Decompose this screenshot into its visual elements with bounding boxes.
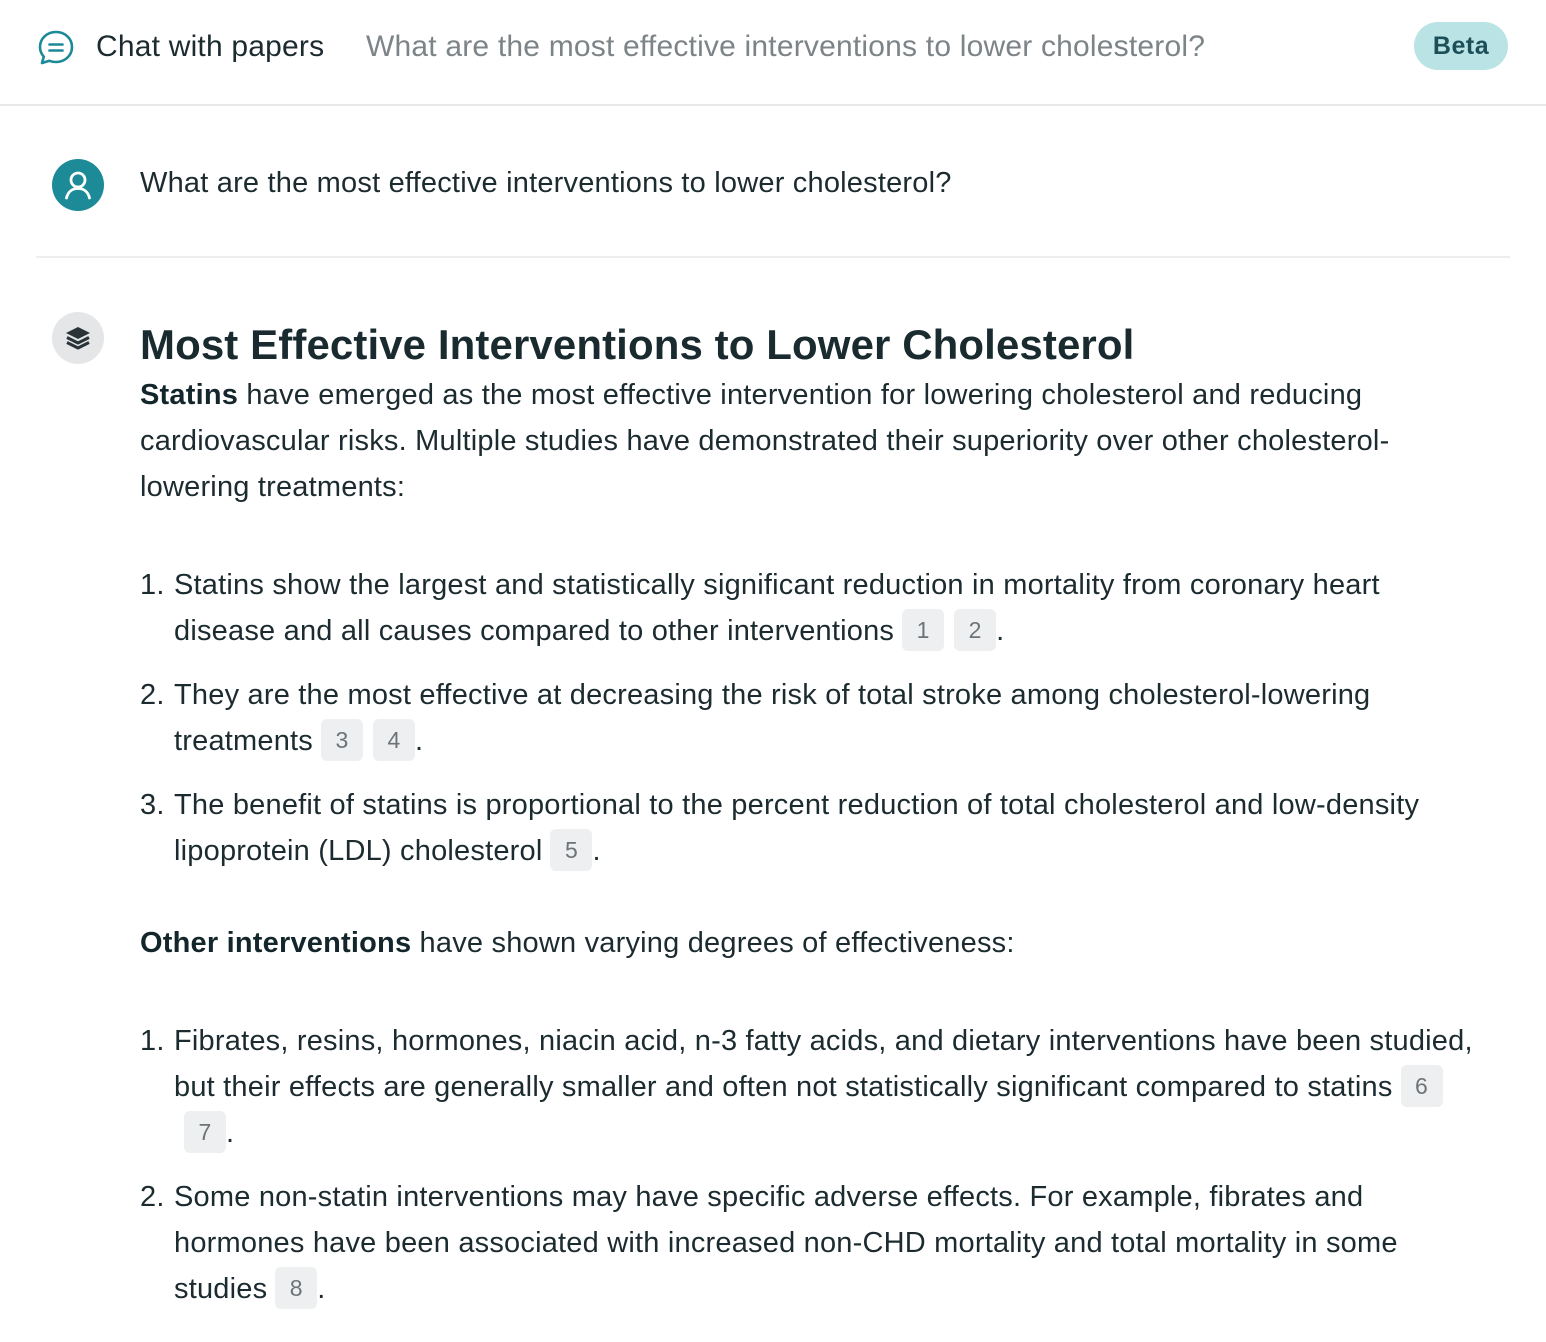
chat-bubble-icon[interactable] xyxy=(36,28,76,68)
list-item xyxy=(140,672,1480,764)
list-number: 2. xyxy=(140,679,165,711)
list-item xyxy=(140,562,1480,654)
citation-chip[interactable]: 2 xyxy=(954,609,996,651)
intro-paragraph xyxy=(140,372,1480,510)
list-item xyxy=(140,1018,1480,1156)
citation-chip[interactable]: 5 xyxy=(550,829,592,871)
beta-badge: Beta xyxy=(1414,22,1508,70)
citation-chip[interactable]: 6 xyxy=(1401,1065,1443,1107)
user-message xyxy=(36,106,1510,258)
list-number: 1. xyxy=(140,1025,165,1057)
other-interventions-paragraph xyxy=(140,920,1480,966)
list-item-end: . xyxy=(226,1117,235,1149)
list-number: 3. xyxy=(140,789,165,821)
list-item xyxy=(140,1174,1480,1312)
answer-body xyxy=(140,318,1480,1330)
intro-text: have emerged as the most effective intervention for lowering cholesterol and reducing cardiovascular risks. Multiple studies have demonstrated their superiority over other cholesterol-lowering treatments: xyxy=(140,379,1390,503)
layers-logo-icon xyxy=(52,312,104,364)
list-item-end: . xyxy=(592,835,601,867)
user-avatar-icon xyxy=(52,159,104,211)
list-item-text: Statins show the largest and statistically significant reduction in mortality from coronary heart disease and all causes compared to other interventions xyxy=(174,569,1380,647)
list-number: 1. xyxy=(140,569,165,601)
list-number: 2. xyxy=(140,1181,165,1213)
other-text: have shown varying degrees of effectiveness: xyxy=(411,927,1015,959)
list-item-text: Some non-statin interventions may have specific adverse effects. For example, fibrates and hormones have been associated with increased non-CHD mortality and total mortality in some studies xyxy=(174,1181,1398,1305)
list-item xyxy=(140,782,1480,874)
citation-chip[interactable]: 3 xyxy=(321,719,363,761)
answer-title: Most Effective Interventions to Lower Cholesterol xyxy=(140,321,1135,368)
citation-chip[interactable]: 1 xyxy=(902,609,944,651)
citation-chip[interactable]: 8 xyxy=(275,1267,317,1309)
list-item-end: . xyxy=(317,1273,326,1305)
user-question-text: What are the most effective interventions to lower cholesterol? xyxy=(140,167,952,199)
citation-chip[interactable]: 4 xyxy=(373,719,415,761)
other-bold: Other interventions xyxy=(140,927,412,959)
citation-chip[interactable]: 7 xyxy=(184,1111,226,1153)
list-item-text: Fibrates, resins, hormones, niacin acid, n-3 fatty acids, and dietary interventions have been studied, but their effects are generally smaller and often not statistically significant compared to statins xyxy=(174,1025,1473,1103)
other-points-list xyxy=(140,1018,1480,1312)
current-query: What are the most effective interventions to lower cholesterol? xyxy=(366,30,1206,63)
list-item-end: . xyxy=(415,725,424,757)
statin-points-list xyxy=(140,562,1480,874)
list-item-text: They are the most effective at decreasing the risk of total stroke among cholesterol-lowering treatments xyxy=(174,679,1371,757)
list-item-end: . xyxy=(996,615,1005,647)
intro-bold: Statins xyxy=(140,379,239,411)
list-item-text: The benefit of statins is proportional to the percent reduction of total cholesterol and low-density lipoprotein (LDL) cholesterol xyxy=(174,789,1420,867)
app-title: Chat with papers xyxy=(96,30,325,63)
header-bar xyxy=(0,0,1546,106)
